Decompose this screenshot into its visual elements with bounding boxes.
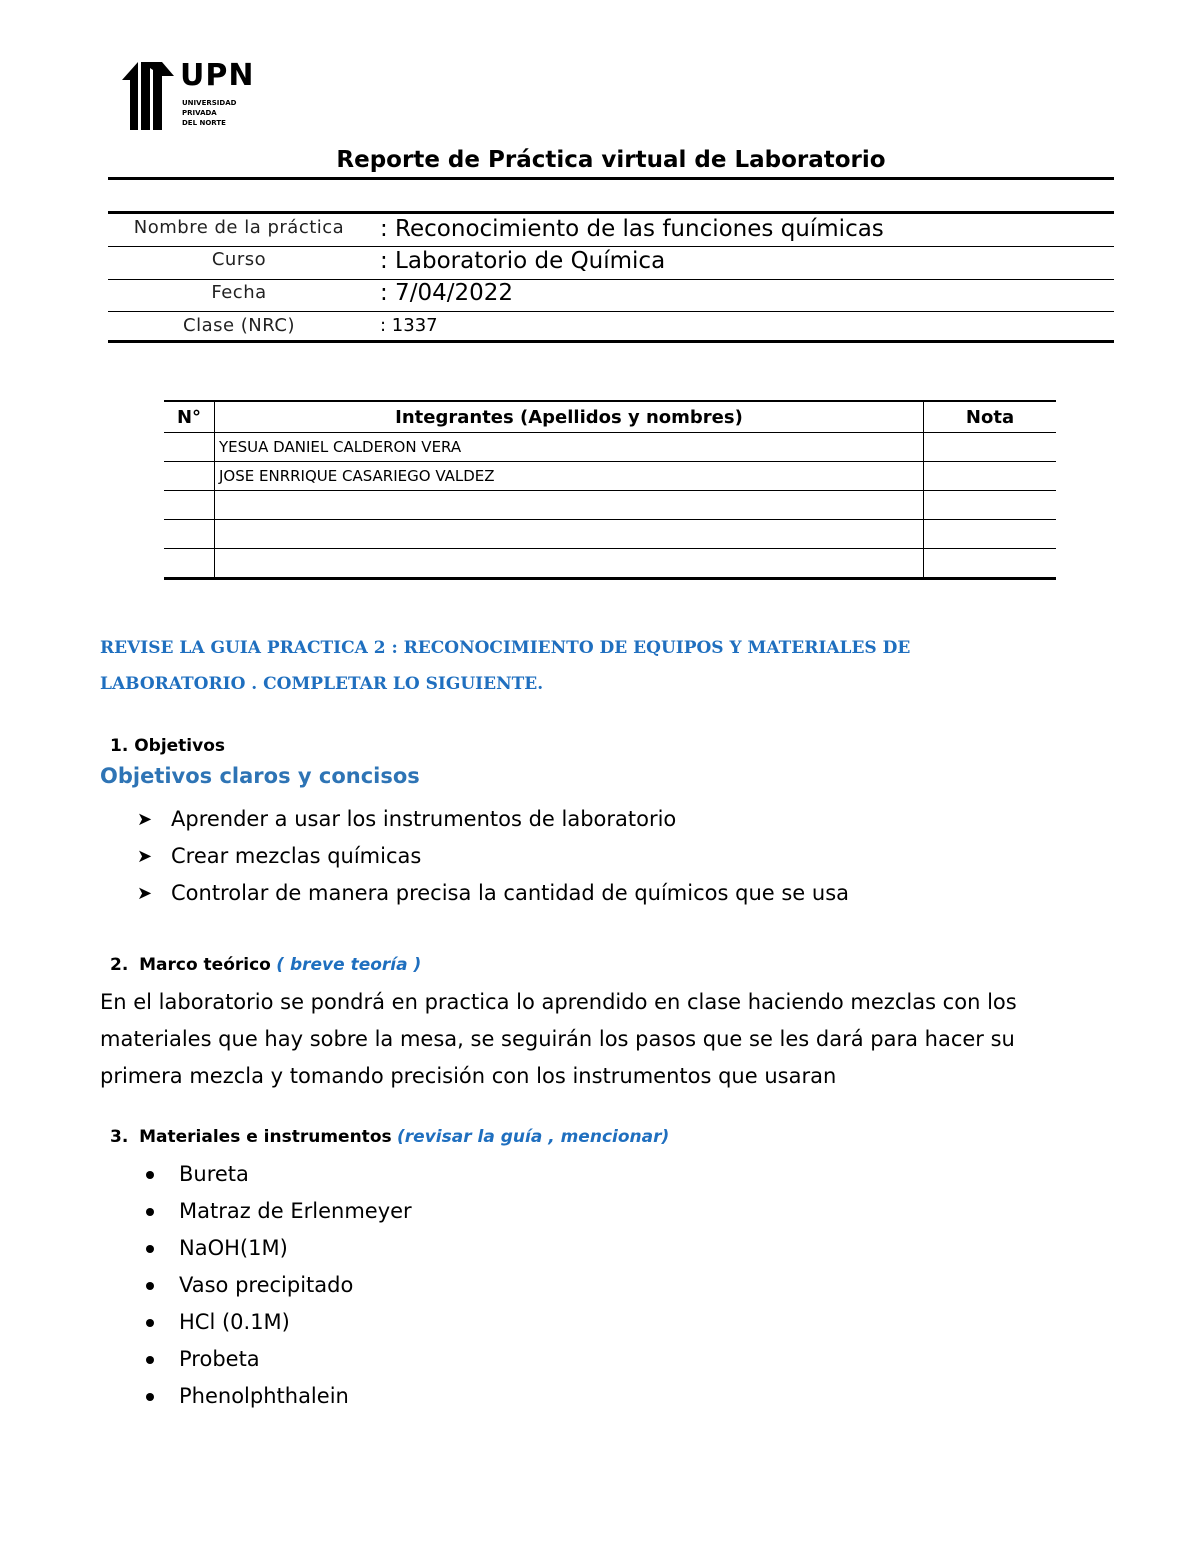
objectives-list bbox=[137, 801, 849, 912]
table-header-row bbox=[164, 401, 1056, 433]
bullet-dot-icon bbox=[146, 1208, 154, 1216]
page-title: Reporte de Práctica virtual de Laboratorio bbox=[336, 147, 886, 173]
table-row bbox=[164, 549, 1056, 579]
upn-logo bbox=[118, 58, 255, 134]
info-value: : Reconocimiento de las funciones químicas bbox=[380, 216, 884, 242]
info-value: : 7/04/2022 bbox=[380, 280, 513, 306]
upn-logo-mark-icon bbox=[118, 58, 178, 134]
bullet-dot-icon bbox=[146, 1319, 154, 1327]
cell-grade bbox=[924, 433, 1057, 462]
list-item: ➤ Aprender a usar los instrumentos de laboratorio bbox=[171, 801, 849, 838]
list-item: Phenolphthalein bbox=[179, 1378, 412, 1415]
info-row-date bbox=[108, 280, 1114, 312]
info-row-practice bbox=[108, 214, 1114, 247]
cell-grade bbox=[924, 491, 1057, 520]
table-row bbox=[164, 462, 1056, 491]
table-row bbox=[164, 433, 1056, 462]
cell-grade bbox=[924, 549, 1057, 579]
list-item: Vaso precipitado bbox=[179, 1267, 412, 1304]
cell-member: JOSE ENRRIQUE CASARIEGO VALDEZ bbox=[215, 462, 924, 491]
info-label: Nombre de la práctica bbox=[133, 217, 345, 238]
cell-number bbox=[164, 491, 215, 520]
list-item: HCl (0.1M) bbox=[179, 1304, 412, 1341]
cell-grade bbox=[924, 462, 1057, 491]
members-table bbox=[164, 400, 1056, 580]
info-label: Curso bbox=[211, 249, 267, 270]
logo-subtitle: UNIVERSIDAD PRIVADA DEL NORTE bbox=[182, 99, 237, 127]
bullet-dot-icon bbox=[146, 1245, 154, 1253]
cell-member: YESUA DANIEL CALDERON VERA bbox=[215, 433, 924, 462]
header-number: N° bbox=[164, 401, 215, 433]
info-value: : 1337 bbox=[380, 315, 438, 336]
cell-grade bbox=[924, 520, 1057, 549]
arrow-bullet-icon: ➤ bbox=[137, 846, 153, 867]
arrow-bullet-icon: ➤ bbox=[137, 883, 153, 904]
bullet-dot-icon bbox=[146, 1171, 154, 1179]
list-item: ➤ Controlar de manera precisa la cantidad de químicos que se usa bbox=[171, 875, 849, 912]
cell-member bbox=[215, 520, 924, 549]
arrow-bullet-icon: ➤ bbox=[137, 809, 153, 830]
cell-number bbox=[164, 433, 215, 462]
table-row bbox=[164, 491, 1056, 520]
info-value: : Laboratorio de Química bbox=[380, 248, 666, 274]
info-label: Clase (NRC) bbox=[183, 315, 295, 336]
section2-heading: 2. Marco teórico ( breve teoría ) bbox=[110, 955, 422, 975]
cell-number bbox=[164, 520, 215, 549]
list-item: Bureta bbox=[179, 1156, 412, 1193]
section2-text: En el laboratorio se pondrá en practica lo aprendido en clase haciendo mezclas con los materiales que hay sobre la mesa, se seguirán los pasos que se les dará para hacer su primera mezcla y tomando precisión con los instrumentos que usaran bbox=[100, 990, 1017, 1088]
bullet-dot-icon bbox=[146, 1282, 154, 1290]
info-label: Fecha bbox=[211, 282, 267, 303]
cell-number bbox=[164, 549, 215, 579]
cell-number bbox=[164, 462, 215, 491]
instruction-text: REVISE LA GUIA PRACTICA 2 : RECONOCIMIENTO DE EQUIPOS Y MATERIALES DE LABORATORIO . COMPLETAR LO SIGUIENTE. bbox=[100, 638, 911, 694]
info-row-class bbox=[108, 312, 1114, 343]
header-members: Integrantes (Apellidos y nombres) bbox=[215, 401, 924, 433]
table-row bbox=[164, 520, 1056, 549]
logo-name: UPN bbox=[180, 58, 255, 93]
list-item: NaOH(1M) bbox=[179, 1230, 412, 1267]
bullet-dot-icon bbox=[146, 1356, 154, 1364]
info-row-course bbox=[108, 247, 1114, 280]
list-item: Probeta bbox=[179, 1341, 412, 1378]
cell-member bbox=[215, 491, 924, 520]
bullet-dot-icon bbox=[146, 1393, 154, 1401]
section1-heading: 1. Objetivos bbox=[110, 736, 226, 756]
title-divider bbox=[108, 177, 1114, 180]
list-item: ➤ Crear mezclas químicas bbox=[171, 838, 849, 875]
materials-list bbox=[179, 1156, 412, 1415]
section3-heading: 3. Materiales e instrumentos (revisar la guía , mencionar) bbox=[110, 1127, 670, 1147]
section1-subheading: Objetivos claros y concisos bbox=[100, 764, 420, 788]
header-grade: Nota bbox=[924, 401, 1057, 433]
cell-member bbox=[215, 549, 924, 579]
list-item: Matraz de Erlenmeyer bbox=[179, 1193, 412, 1230]
